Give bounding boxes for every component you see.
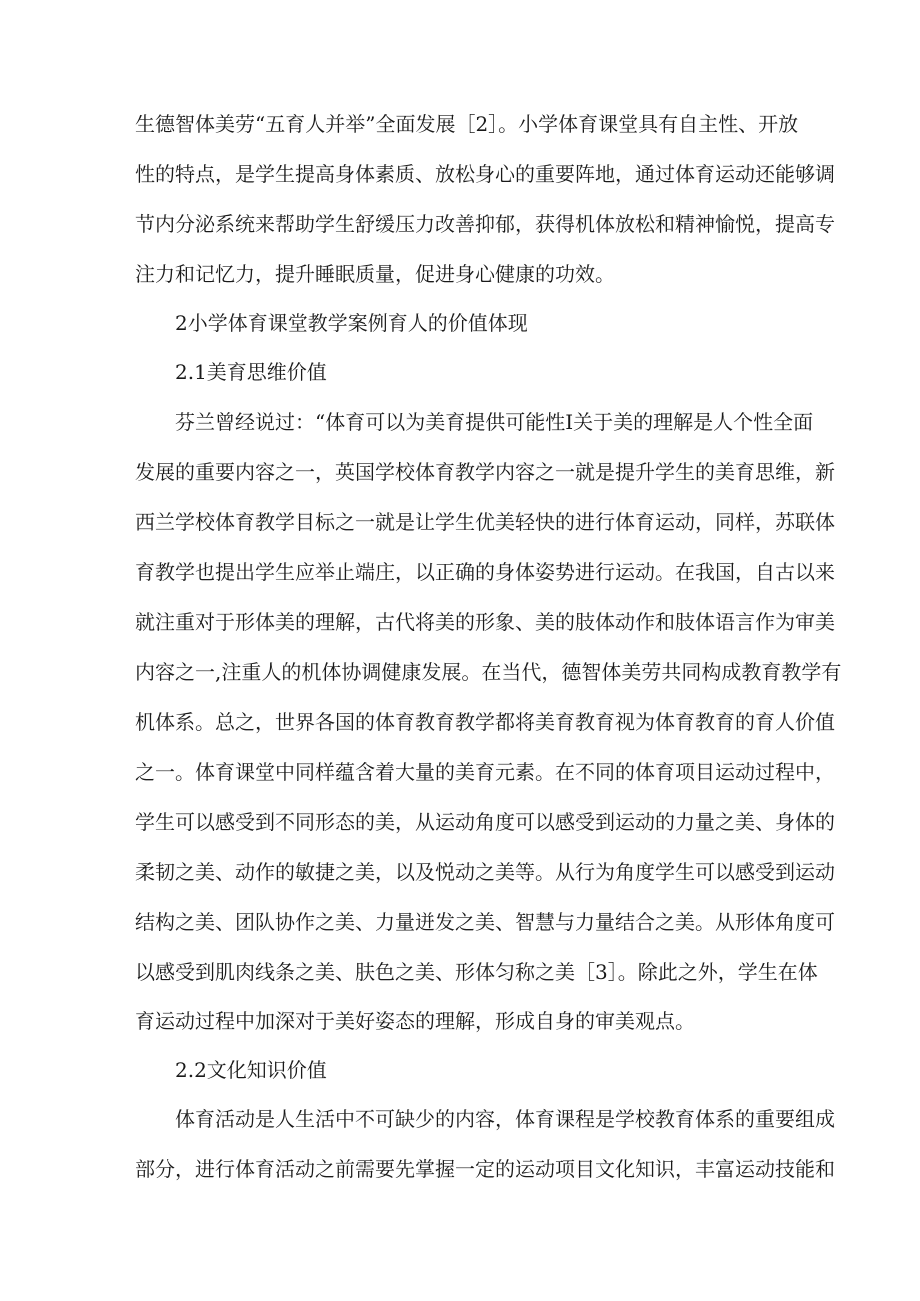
text-line: 发展的重要内容之一，英国学校体育教学内容之一就是提升学生的美育思维，新 [135,460,835,484]
subsection-heading: 2.2文化知识价值 [175,1058,327,1082]
text-line: 学生可以感受到不同形态的美，从运动角度可以感受到运动的力量之美、身体的 [135,810,835,834]
text-line: 育运动过程中加深对于美好姿态的理解，形成自身的审美观点。 [135,1009,695,1033]
text-line: 生德智体美劳“五育人并举”全面发展［2］。小学体育课堂具有自主性、开放 [135,112,799,136]
text-line: 部分，进行体育活动之前需要先掌握一定的运动项目文化知识，丰富运动技能和 [135,1157,835,1181]
text-line: 体育活动是人生活中不可缺少的内容，体育课程是学校教育体系的重要组成 [175,1107,835,1131]
text-line: 注力和记忆力，提升睡眠质量，促进身心健康的功效。 [135,262,615,286]
text-line: 内容之一,注重人的机体协调健康发展。在当代，德智体美劳共同构成教育教学有 [135,660,842,684]
text-line: 节内分泌系统来帮助学生舒缓压力改善抑郁，获得机体放松和精神愉悦，提高专 [135,212,835,236]
text-line: 芬兰曾经说过：“体育可以为美育提供可能性I关于美的理解是人个性全面 [175,410,814,434]
text-line: 就注重对于形体美的理解，古代将美的形象、美的肢体动作和肢体语言作为审美 [135,610,835,634]
section-heading: 2小学体育课堂教学案例育人的价值体现 [175,311,528,335]
text-line: 机体系。总之，世界各国的体育教育教学都将美育教育视为体育教育的育人价值 [135,710,835,734]
text-line: 以感受到肌肉线条之美、肤色之美、形体匀称之美［3］。除此之外，学生在体 [135,960,818,984]
text-line: 柔韧之美、动作的敏捷之美，以及悦动之美等。从行为角度学生可以感受到运动 [135,860,835,884]
text-line: 结构之美、团队协作之美、力量迸发之美、智慧与力量结合之美。从形体角度可 [135,910,835,934]
text-line: 育教学也提出学生应举止端庄，以正确的身体姿势进行运动。在我国，自古以来 [135,560,835,584]
text-line: 之一。体育课堂中同样蕴含着大量的美育元素。在不同的体育项目运动过程中， [135,760,835,784]
text-line: 性的特点，是学生提高身体素质、放松身心的重要阵地，通过体育运动还能够调 [135,162,835,186]
text-line: 西兰学校体育教学目标之一就是让学生优美轻快的进行体育运动，同样，苏联体 [135,510,835,534]
subsection-heading: 2.1美育思维价值 [175,360,327,384]
